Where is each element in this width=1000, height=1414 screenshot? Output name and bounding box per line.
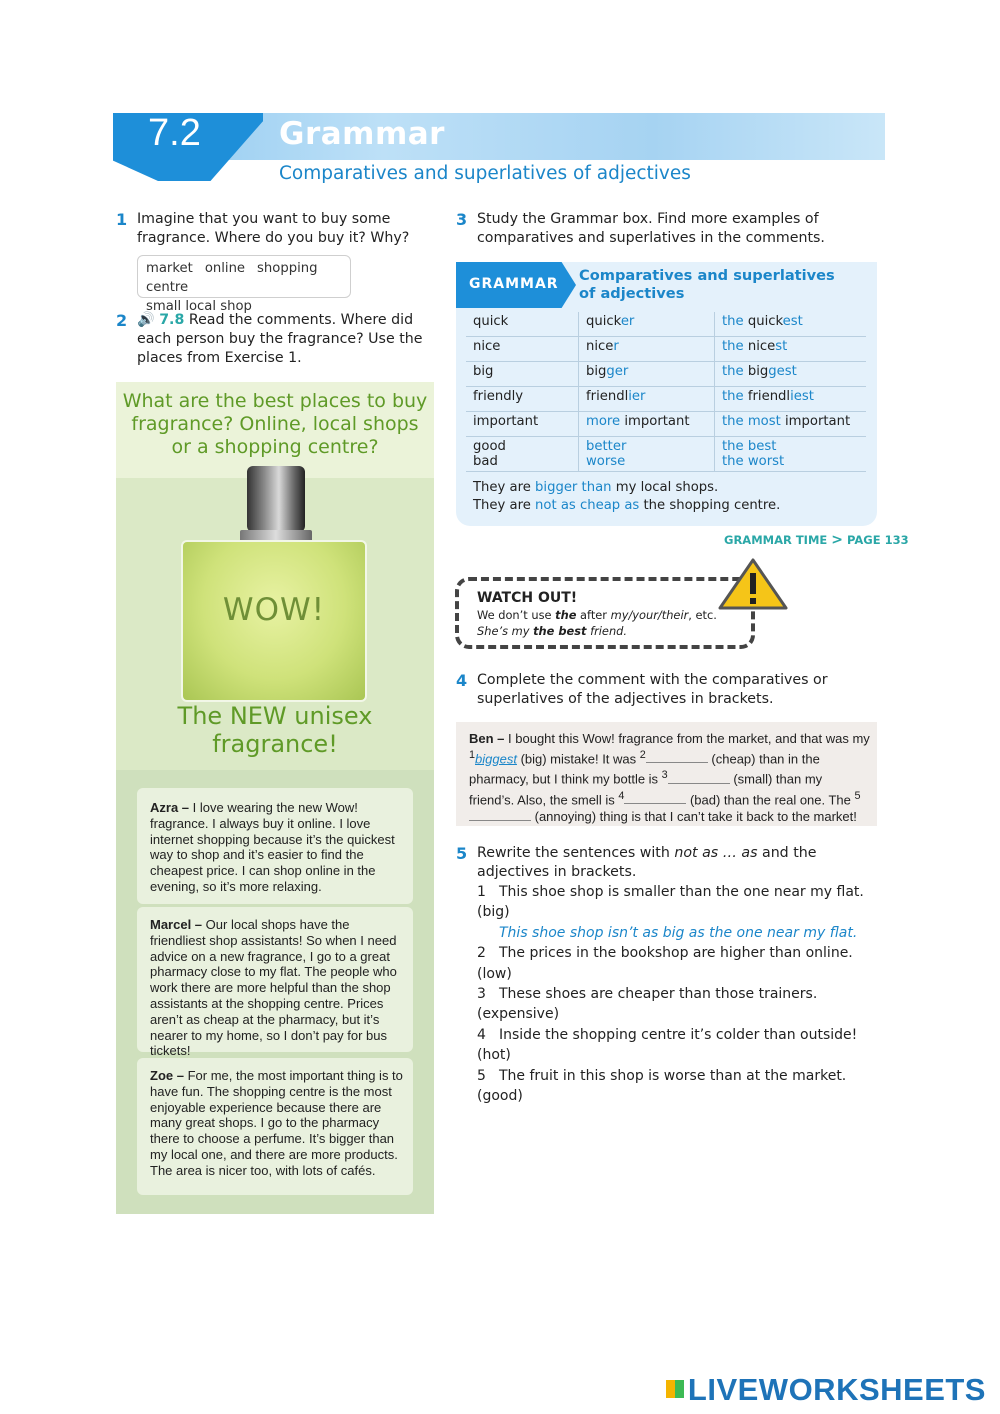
superlative-cell: the nicest — [715, 337, 867, 362]
warning-icon — [718, 558, 788, 610]
exercise-4-number: 4 — [456, 671, 468, 690]
grammar-tag-label: GRAMMAR — [469, 276, 559, 292]
comment-marcel — [150, 917, 405, 1059]
adjective-cell: quick — [466, 312, 579, 337]
liveworksheets-logo[interactable]: LIVEWORKSHEETS — [666, 1372, 986, 1408]
table-row — [466, 387, 866, 412]
answer-blank-4[interactable] — [624, 793, 686, 804]
exercise-2-instruction — [137, 311, 427, 368]
answer-blank-3[interactable] — [668, 773, 730, 784]
adjective-cell: good bad — [466, 437, 579, 472]
exercise-4-instruction: Complete the comment with the comparatives or superlatives of the adjectives in brackets. — [477, 672, 828, 707]
table-row — [466, 362, 866, 387]
superlative-cell: the quickest — [715, 312, 867, 337]
list-item: 1 This shoe shop is smaller than the one near my flat. (big) — [477, 884, 864, 921]
answer-1[interactable]: biggest — [475, 751, 517, 767]
superlative-cell: the best the worst — [715, 437, 867, 472]
comment-azra — [150, 800, 405, 895]
grammar-time-link[interactable]: GRAMMAR TIME > PAGE 133 — [724, 532, 909, 548]
grammar-title — [579, 267, 835, 303]
adjective-cell: important — [466, 412, 579, 437]
example-answer: This shoe shop isn’t as big as the one near my flat. — [499, 924, 858, 941]
watch-out-example: She’s my the best friend. — [477, 624, 628, 638]
comment-text: Our local shops have the friendliest shop assistants! So when I need advice on a new fragrance, I go to a great pharmacy close to my flat. The people who work there are more helpful than the shop assistants at the shopping centre. Prices aren’t as cheap at the pharmacy, but it’s nearer to my home, so I don’t pay for bus tickets! — [150, 917, 397, 1059]
comparative-cell: more important — [579, 412, 715, 437]
comparative-cell: bigger — [579, 362, 715, 387]
comment-author: Azra – — [150, 800, 190, 815]
answer-blank-2[interactable] — [646, 752, 708, 763]
exercise-5-instruction: Rewrite the sentences with not as … as and the adjectives in brackets. — [477, 845, 817, 880]
word-box-item: online — [204, 261, 246, 276]
comment-text: I love wearing the new Wow! fragrance. I always buy it online. I love internet shopping because it’s the quickest way to shop and it’s easier to find the cheapest price. I can shop online in the evening, so it’s more relaxing. — [150, 800, 395, 894]
comment-text: For me, the most important thing is to have fun. The shopping centre is the most enjoyable experience because there are many great shops. I go to the pharmacy there to choose a perfume. It’s bigger than my local one, and there are more products. The area is nicer too, with lots of cafés. — [150, 1068, 403, 1178]
list-item: 4 Inside the shopping centre it’s colder than outside! (hot) — [477, 1026, 858, 1064]
grammar-title-line-2: of adjectives — [579, 285, 685, 302]
comment-zoe — [150, 1068, 405, 1179]
adjective-cell: nice — [466, 337, 579, 362]
exercise-2-text: Read the comments. Where did each person buy the fragrance? Use the places from Exercise 1. — [137, 312, 423, 366]
grammar-examples: They are bigger than my local shops. They are not as cheap as the shopping centre. — [473, 480, 781, 513]
exercise-5-number: 5 — [456, 844, 468, 863]
table-row — [466, 337, 866, 362]
superlative-cell: the friendliest — [715, 387, 867, 412]
bottle-label: WOW! — [222, 592, 326, 628]
word-box — [137, 255, 351, 314]
list-item: 5 The fruit in this shop is worse than at the market. (good) — [477, 1067, 847, 1105]
audio-track[interactable]: 7.8 — [159, 312, 185, 328]
comparative-cell: nicer — [579, 337, 715, 362]
comment-author: Marcel – — [150, 917, 203, 932]
superlative-cell: the most important — [715, 412, 867, 437]
word-box-item: market — [146, 261, 193, 276]
grammar-table — [466, 312, 866, 472]
comparative-cell: better worse — [579, 437, 715, 472]
table-row — [466, 312, 866, 337]
exercise-2-number: 2 — [116, 311, 128, 330]
watch-out-title: WATCH OUT! — [477, 590, 578, 606]
logo-icon — [666, 1380, 684, 1398]
ben-comment: Ben – I bought this Wow! fragrance from the market, and that was my $^1$biggest (big) mistake! It was $^2$ (cheap) than in the pharmacy, but I think my bottle is $^3$ (small) than my friend’s. Also, the smell is $^4$ (bad) than the real one. The $^5$ (annoying) thing is that I can’t take it back to the market! — [469, 731, 870, 824]
page-subtitle: Comparatives and superlatives of adjectives — [279, 163, 691, 184]
list-item: 3 These shoes are cheaper than those trainers. (expensive) — [477, 986, 818, 1023]
comparative-cell: friendlier — [579, 387, 715, 412]
page-title: Grammar — [279, 116, 445, 152]
exercise-3-instruction: Study the Grammar box. Find more examples of comparatives and superlatives in the comments. — [477, 211, 825, 246]
comment-author: Zoe – — [150, 1068, 184, 1083]
answer-blank-5[interactable] — [469, 810, 531, 821]
superlative-cell: the biggest — [715, 362, 867, 387]
list-item: 2 The prices in the bookshop are higher than online. (low) — [477, 945, 853, 982]
advert-tagline: The NEW unisex fragrance! — [177, 702, 373, 758]
advert-question: What are the best places to buy fragrance? Online, local shops or a shopping centre? — [122, 390, 428, 458]
adjective-cell: friendly — [466, 387, 579, 412]
table-row — [466, 437, 866, 472]
watch-out-rule: We don’t use the after my/your/their, etc. — [477, 608, 717, 622]
word-box-item: shopping centre — [146, 261, 318, 295]
chevron-right-icon: > — [831, 532, 844, 548]
adjective-cell: big — [466, 362, 579, 387]
word-box-item: small local shop — [146, 299, 252, 314]
ben-author: Ben – — [469, 731, 505, 746]
exercise-5-list — [477, 882, 887, 1106]
table-row — [466, 412, 866, 437]
exercise-3-number: 3 — [456, 210, 468, 229]
exercise-1-instruction: Imagine that you want to buy some fragrance. Where do you buy it? Why? — [137, 211, 410, 246]
perfume-cap — [247, 466, 305, 532]
grammar-title-line-1: Comparatives and superlatives — [579, 267, 835, 284]
exercise-1-number: 1 — [116, 210, 128, 229]
unit-number: 7.2 — [148, 112, 201, 154]
audio-icon[interactable]: 🔊 — [137, 312, 155, 328]
comparative-cell: quicker — [579, 312, 715, 337]
